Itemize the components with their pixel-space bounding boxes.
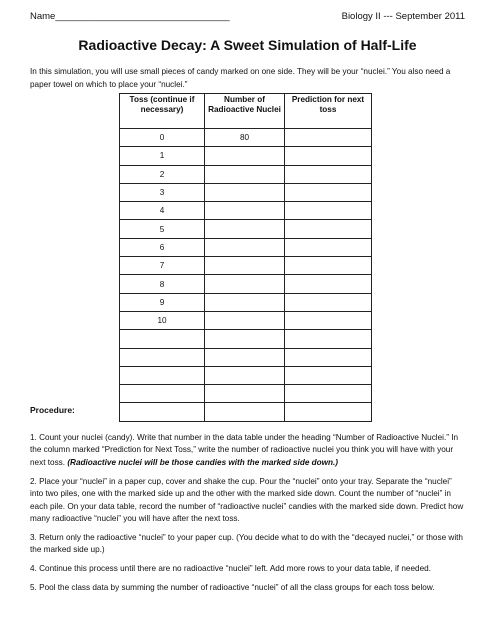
cell-nuclei xyxy=(205,147,285,165)
cell-prediction xyxy=(285,366,372,384)
page-title: Radioactive Decay: A Sweet Simulation of Half-Life xyxy=(78,37,417,53)
cell-prediction xyxy=(285,238,372,256)
cell-nuclei: 80 xyxy=(205,129,285,147)
step-5: 5. Pool the class data by summing the number of radioactive “nuclei” of all the class groups for each toss below. xyxy=(30,583,435,593)
cell-prediction xyxy=(285,385,372,403)
table-row xyxy=(120,129,372,147)
table-row xyxy=(120,220,372,238)
cell-prediction xyxy=(285,330,372,348)
cell-nuclei xyxy=(205,202,285,220)
cell-toss: 4 xyxy=(120,202,205,220)
table-row xyxy=(120,403,372,421)
cell-nuclei xyxy=(205,330,285,348)
table-row xyxy=(120,293,372,311)
cell-nuclei xyxy=(205,257,285,275)
cell-toss: 5 xyxy=(120,220,205,238)
step-1-emphasis: (Radioactive nuclei will be those candies with the marked side down.) xyxy=(67,457,339,467)
cell-prediction xyxy=(285,293,372,311)
cell-nuclei xyxy=(205,403,285,421)
cell-nuclei xyxy=(205,348,285,366)
cell-prediction xyxy=(285,147,372,165)
column-header-nuclei: Number of Radioactive Nuclei xyxy=(205,94,285,129)
procedure-steps xyxy=(30,432,465,601)
cell-toss: 9 xyxy=(120,293,205,311)
procedure-heading: Procedure: xyxy=(30,405,75,415)
table-row xyxy=(120,165,372,183)
table-body xyxy=(120,129,372,422)
step-2: 2. Place your “nuclei” in a paper cup, cover and shake the cup. Pour the “nuclei” onto your tray. Separate the “nuclei” into two piles, one with the marked side up and the other with the marked side down. Count the number of “nuclei” in each pile. On your data table, record the number of “radioactive nuclei” candies with the marked side down. Predict how many radioactive “nuclei” you will have after the next toss. xyxy=(30,476,464,523)
cell-toss: 0 xyxy=(120,129,205,147)
table-row xyxy=(120,147,372,165)
cell-toss xyxy=(120,366,205,384)
table-row xyxy=(120,348,372,366)
table-header-row xyxy=(120,94,372,129)
cell-toss: 1 xyxy=(120,147,205,165)
cell-nuclei xyxy=(205,385,285,403)
step-1 xyxy=(30,432,465,469)
table-row xyxy=(120,311,372,329)
table-row xyxy=(120,257,372,275)
cell-toss: 10 xyxy=(120,311,205,329)
cell-toss: 8 xyxy=(120,275,205,293)
cell-prediction xyxy=(285,257,372,275)
cell-toss xyxy=(120,330,205,348)
cell-nuclei xyxy=(205,183,285,201)
table-row xyxy=(120,275,372,293)
cell-prediction xyxy=(285,183,372,201)
cell-nuclei xyxy=(205,293,285,311)
cell-nuclei xyxy=(205,220,285,238)
cell-nuclei xyxy=(205,238,285,256)
cell-prediction xyxy=(285,165,372,183)
step-1-text: 1. Count your nuclei (candy). Write that number in the data table under the heading “Number of Radioactive Nuclei.” In the column marked “Prediction for Next Toss,” write the number of radioactive nuclei you think you will have with your next toss. xyxy=(30,433,459,467)
cell-prediction xyxy=(285,129,372,147)
cell-nuclei xyxy=(205,311,285,329)
cell-toss xyxy=(120,403,205,421)
page-header xyxy=(30,11,465,22)
cell-toss xyxy=(120,385,205,403)
cell-toss: 6 xyxy=(120,238,205,256)
step-4: 4. Continue this process until there are no radioactive “nuclei” left. Add more rows to your data table, if needed. xyxy=(30,564,431,574)
table-row xyxy=(120,202,372,220)
cell-prediction xyxy=(285,202,372,220)
step-3: 3. Return only the radioactive “nuclei” to your paper cup. (You decide what to do with the “decayed nuclei,” or those with the marked side up.) xyxy=(30,532,463,555)
table-row xyxy=(120,238,372,256)
cell-toss: 3 xyxy=(120,183,205,201)
name-line: Name_________________________________ xyxy=(30,11,230,22)
cell-prediction xyxy=(285,403,372,421)
table-row xyxy=(120,330,372,348)
table-row xyxy=(120,366,372,384)
column-header-prediction: Prediction for next toss xyxy=(285,94,372,129)
cell-toss: 2 xyxy=(120,165,205,183)
cell-nuclei xyxy=(205,366,285,384)
cell-prediction xyxy=(285,275,372,293)
cell-nuclei xyxy=(205,275,285,293)
cell-prediction xyxy=(285,348,372,366)
course-date: Biology II --- September 2011 xyxy=(341,11,465,22)
data-table xyxy=(119,93,372,422)
table-row xyxy=(120,385,372,403)
column-header-toss: Toss (continue if necessary) xyxy=(120,94,205,129)
cell-nuclei xyxy=(205,165,285,183)
cell-toss: 7 xyxy=(120,257,205,275)
cell-prediction xyxy=(285,311,372,329)
table-row xyxy=(120,183,372,201)
cell-prediction xyxy=(285,220,372,238)
intro-paragraph: In this simulation, you will use small pieces of candy marked on one side. They will be your “nuclei.” You also need a paper towel on which to place your “nuclei.” xyxy=(30,67,451,89)
cell-toss xyxy=(120,348,205,366)
